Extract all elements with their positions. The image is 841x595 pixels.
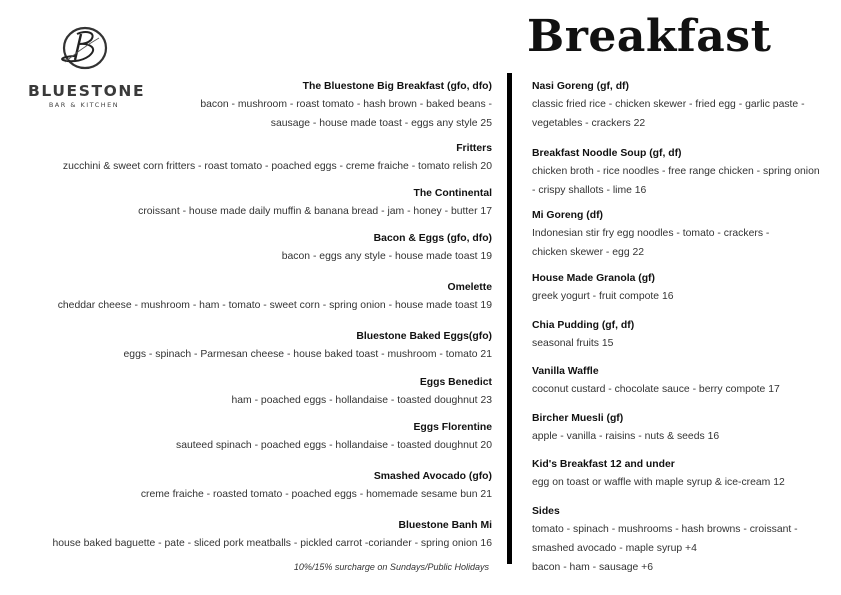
menu-item-desc: bacon - mushroom - roast tomato - hash brown - baked beans - (200, 99, 492, 110)
menu-item-desc: tomato - spinach - mushrooms - hash browns - croissant - (532, 524, 798, 535)
menu-item (0, 280, 492, 315)
menu-item-desc: - crispy shallots - lime 16 (532, 185, 647, 196)
menu-item-name: Chia Pudding (gf, df) (532, 320, 635, 331)
menu-item (532, 271, 837, 306)
menu-item (532, 208, 837, 262)
menu-item (0, 329, 492, 364)
menu-item-name: Bluestone Banh Mi (398, 520, 492, 531)
menu-item (532, 318, 837, 353)
menu-item-desc: Indonesian stir fry egg noodles - tomato - crackers - (532, 228, 770, 239)
menu-item-desc: apple - vanilla - raisins - nuts & seeds 16 (532, 431, 720, 442)
menu-item (0, 79, 492, 133)
menu-item (532, 79, 837, 133)
menu-item-desc: chicken skewer - egg 22 (532, 247, 645, 258)
menu-item (0, 469, 492, 504)
menu-item-desc: greek yogurt - fruit compote 16 (532, 291, 674, 302)
page-title: Breakfast (527, 11, 772, 62)
menu-item (0, 518, 492, 553)
brand-name: BLUESTONE (28, 82, 146, 100)
menu-item-name: Vanilla Waffle (532, 366, 599, 377)
menu-item (532, 504, 837, 577)
menu-item-desc: bacon - eggs any style - house made toast 19 (281, 251, 492, 262)
menu-item (0, 420, 492, 455)
menu-item-name: Kid's Breakfast 12 and under (532, 459, 675, 470)
menu-item-name: Bluestone Baked Eggs(gfo) (356, 331, 492, 342)
menu-item-desc: croissant - house made daily muffin & banana bread - jam - honey - butter 17 (138, 206, 492, 217)
menu-item-name: Eggs Benedict (419, 377, 492, 388)
menu-item-desc: seasonal fruits 15 (532, 338, 614, 349)
surcharge-note: 10%/15% surcharge on Sundays/Public Holidays (293, 562, 489, 572)
menu-item-name: Bircher Muesli (gf) (532, 413, 624, 424)
menu-item (532, 146, 837, 200)
menu-item-desc: sauteed spinach - poached eggs - hollandaise - toasted doughnut 20 (176, 440, 492, 451)
brand-subtitle: BAR & KITCHEN (48, 101, 120, 109)
menu-item (0, 141, 492, 176)
menu-item (532, 364, 837, 399)
menu-item-name: Omelette (447, 282, 492, 293)
menu-item (0, 375, 492, 410)
menu-item-desc: smashed avocado - maple syrup +4 (532, 543, 697, 554)
vertical-divider (507, 73, 512, 564)
menu-item-name: The Bluestone Big Breakfast (gfo, dfo) (302, 81, 492, 92)
menu-item-name: Smashed Avocado (gfo) (373, 471, 492, 482)
menu-item-desc: egg on toast or waffle with maple syrup & ice-cream 12 (532, 477, 785, 488)
menu-item-desc: vegetables - crackers 22 (532, 118, 646, 129)
menu-item-desc: chicken broth - rice noodles - free range chicken - spring onion (532, 166, 820, 177)
menu-item-desc: eggs - spinach - Parmesan cheese - house baked toast - mushroom - tomato 21 (123, 349, 492, 360)
menu-item-desc: ham - poached eggs - hollandaise - toasted doughnut 23 (231, 395, 492, 406)
menu-item-name: Sides (532, 506, 560, 517)
menu-item-desc: coconut custard - chocolate sauce - berry compote 17 (532, 384, 780, 395)
script-b-circle-logo-icon (55, 26, 111, 72)
menu-item-name: Mi Goreng (df) (532, 210, 603, 221)
menu-item-name: House Made Granola (gf) (532, 273, 655, 284)
menu-item-desc: creme fraiche - roasted tomato - poached eggs - homemade sesame bun 21 (140, 489, 492, 500)
menu-item (532, 457, 837, 492)
menu-item (0, 231, 492, 266)
menu-item-desc: sausage - house made toast - eggs any style 25 (270, 118, 492, 129)
menu-item-desc: cheddar cheese - mushroom - ham - tomato - sweet corn - spring onion - house made toast 19 (57, 300, 492, 311)
menu-item (532, 411, 837, 446)
menu-item-name: Fritters (456, 143, 492, 154)
menu-item-desc: house baked baguette - pate - sliced pork meatballs - pickled carrot -coriander - spring onion 16 (52, 538, 492, 549)
menu-item-name: The Continental (413, 188, 492, 199)
menu-item-name: Bacon & Eggs (gfo, dfo) (373, 233, 492, 244)
menu-item-desc: zucchini & sweet corn fritters - roast tomato - poached eggs - creme fraiche - tomato relish 20 (62, 161, 492, 172)
menu-item-name: Breakfast Noodle Soup (gf, df) (532, 148, 682, 159)
menu-item (0, 186, 492, 221)
menu-item-name: Nasi Goreng (gf, df) (532, 81, 629, 92)
menu-item-desc: bacon - ham - sausage +6 (532, 562, 654, 573)
menu-item-name: Eggs Florentine (413, 422, 492, 433)
menu-item-desc: classic fried rice - chicken skewer - fried egg - garlic paste - (532, 99, 805, 110)
